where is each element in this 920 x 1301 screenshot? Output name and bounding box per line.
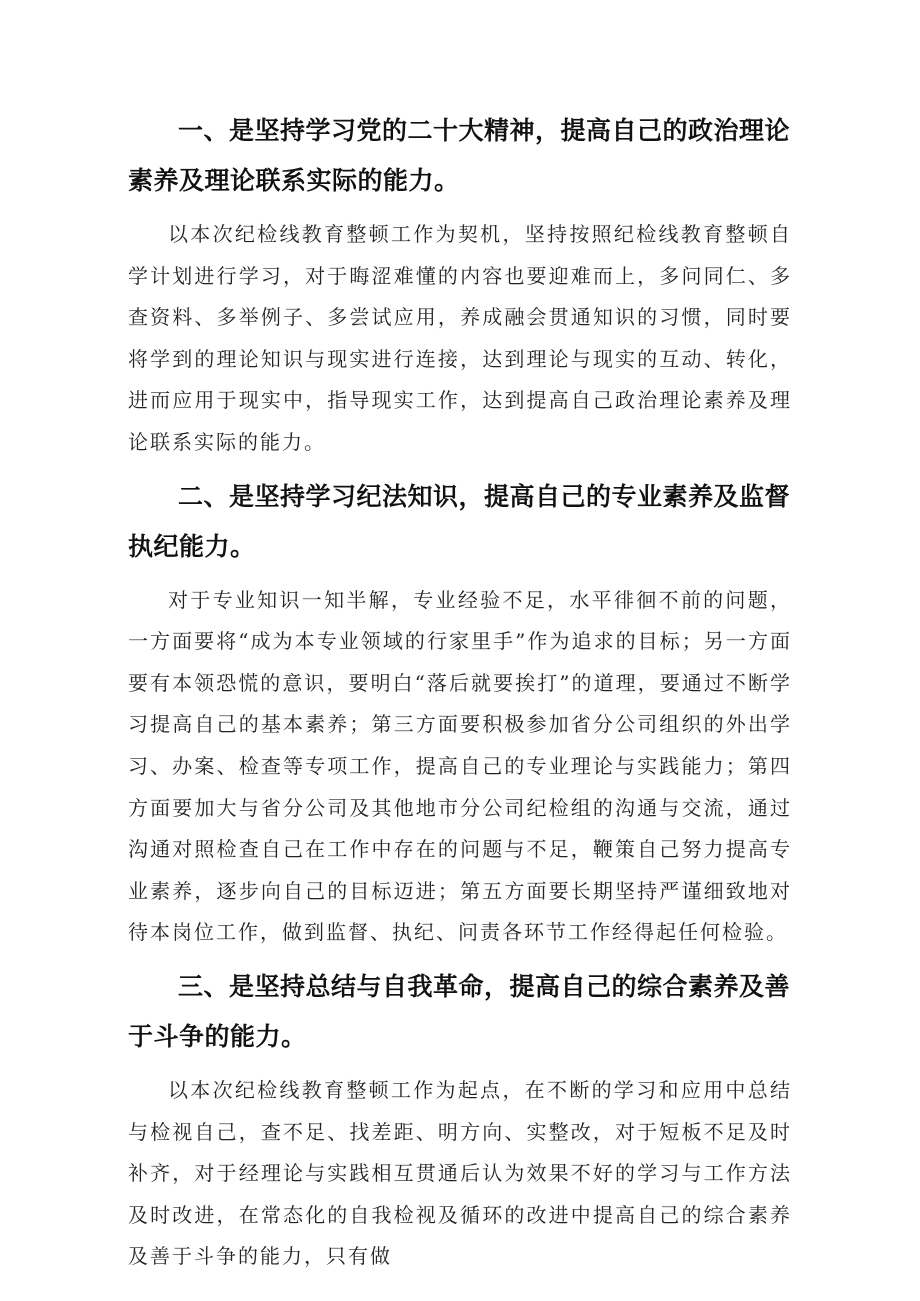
- section-1-body: 以本次纪检线教育整顿工作为契机，坚持按照纪检线教育整顿自学计划进行学习，对于晦涩难懂的内容也要迎难而上，多问同仁、多查资料、多举例子、多尝试应用，养成融会贯通知识的习惯，同时要将学到的理论知识与现实进行连接，达到理论与现实的互动、转化，进而应用于现实中，指导现实工作，达到提高自己政治理论素养及理论联系实际的能力。: [128, 222, 792, 454]
- section-3-body: 以本次纪检线教育整顿工作为起点，在不断的学习和应用中总结与检视自己，查不足、找差距、明方向、实整改，对于短板不足及时补齐，对于经理论与实践相互贯通后认为效果不好的学习与工作方法及时改进，在常态化的自我检视及循环的改进中提高自己的综合素养及善于斗争的能力，只有做: [128, 1077, 792, 1269]
- section-2-body: 对于专业知识一知半解，专业经验不足，水平徘徊不前的问题，一方面要将“成为本专业领域的行家里手”作为追求的目标；另一方面要有本领恐慌的意识，要明白“落后就要挨打”的道理，要通过不断学习提高自己的基本素养；第三方面要积极参加省分公司组织的外出学习、办案、检查等专项工作，提高自己的专业理论与实践能力；第四方面要加大与省分公司及其他地市分公司纪检组的沟通与交流，通过沟通对照检查自己在工作中存在的问题与不足，鞭策自己努力提高专业素养，逐步向自己的目标迈进；第五方面要长期坚持严谨细致地对待本岗位工作，做到监督、执纪、问责各环节工作经得起任何检验。: [128, 587, 792, 945]
- section-3-heading: 三、是坚持总结与自我革命，提高自己的综合素养及善于斗争的能力。: [128, 971, 791, 1051]
- section-2-heading: 二、是坚持学习纪法知识，提高自己的专业素养及监督执纪能力。: [128, 481, 791, 561]
- section-1-heading: 一、是坚持学习党的二十大精神，提高自己的政治理论素养及理论联系实际的能力。: [128, 116, 791, 195]
